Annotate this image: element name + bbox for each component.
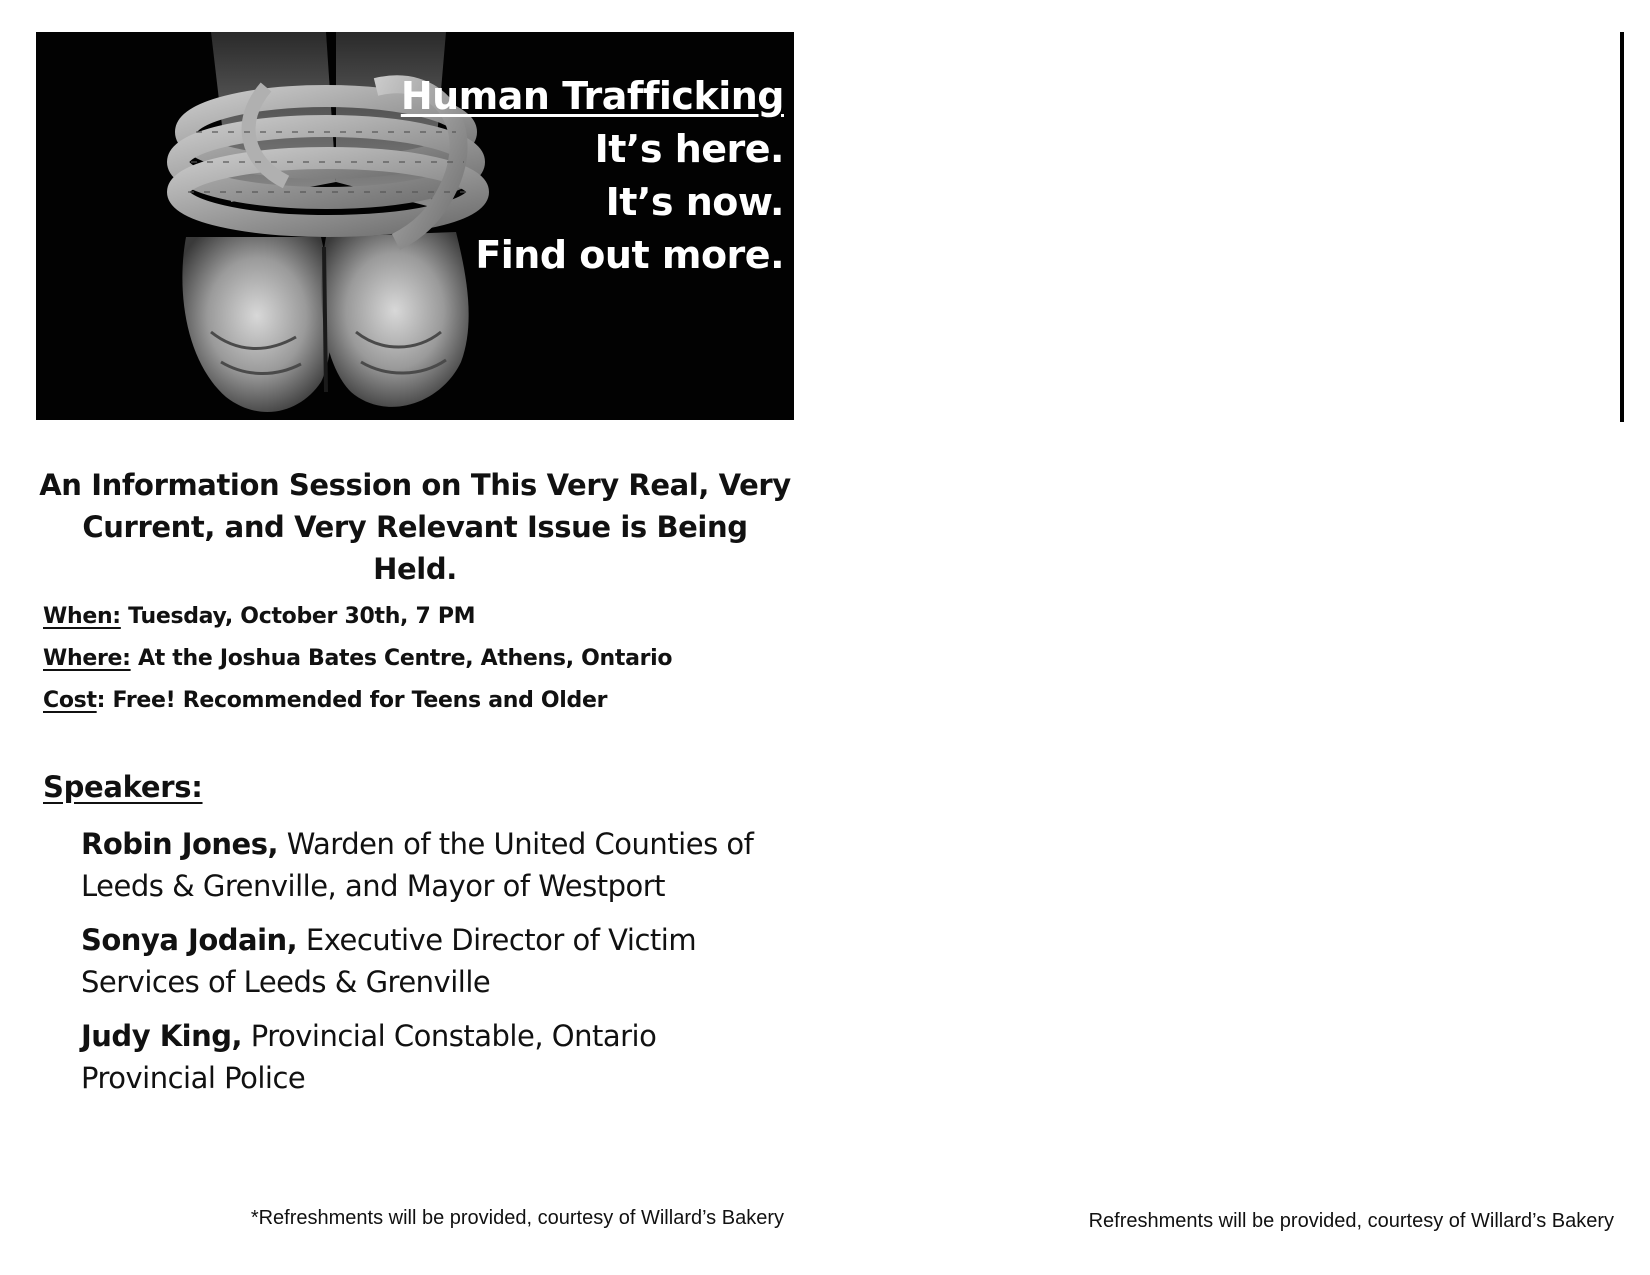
speakers-list (81, 823, 781, 1111)
detail-when-value: Tuesday, October 30th, 7 PM (120, 604, 476, 629)
hero-line-4: Find out more. (475, 233, 784, 277)
hero-title: Human Trafficking (400, 74, 784, 118)
speaker-item (81, 1015, 781, 1099)
clipped-footnote-text: Refreshments will be provided, courtesy of Willard’s Bakery (1088, 1210, 1614, 1232)
hero-line-3: It’s now. (605, 180, 784, 224)
refreshments-footnote: *Refreshments will be provided, courtesy of Willard’s Bakery (250, 1207, 784, 1229)
speaker-role: Executive Director of Victim Services of Leeds & Grenville (81, 923, 697, 999)
detail-cost-label: Cost (43, 688, 97, 713)
page-divider (1620, 32, 1624, 422)
speaker-role: Provincial Constable, Ontario Provincial Police (81, 1019, 657, 1095)
detail-cost-value: : Free! Recommended for Teens and Older (96, 688, 608, 713)
detail-when (43, 596, 672, 638)
speaker-name: Robin Jones, (81, 827, 278, 861)
speaker-name: Sonya Jodain, (81, 923, 298, 957)
speaker-item (81, 919, 781, 1003)
detail-when-label: When: (43, 604, 121, 629)
speakers-heading: Speakers: (43, 770, 203, 804)
speaker-item (81, 823, 781, 907)
detail-where (43, 638, 672, 680)
detail-cost (43, 680, 672, 722)
hero-banner (36, 32, 794, 420)
detail-where-value: At the Joshua Bates Centre, Athens, Ontario (130, 646, 673, 671)
detail-where-label: Where: (43, 646, 131, 671)
hero-line-2: It’s here. (594, 127, 784, 171)
speaker-role: Warden of the United Counties of Leeds & Grenville, and Mayor of Westport (81, 827, 754, 903)
hero-tagline (401, 70, 784, 282)
clipped-footnote (1030, 1210, 1620, 1234)
headline: An Information Session on This Very Real, Very Current, and Very Relevant Issue is Being Held. (39, 468, 791, 586)
speaker-name: Judy King, (81, 1019, 243, 1053)
event-details (43, 596, 672, 722)
